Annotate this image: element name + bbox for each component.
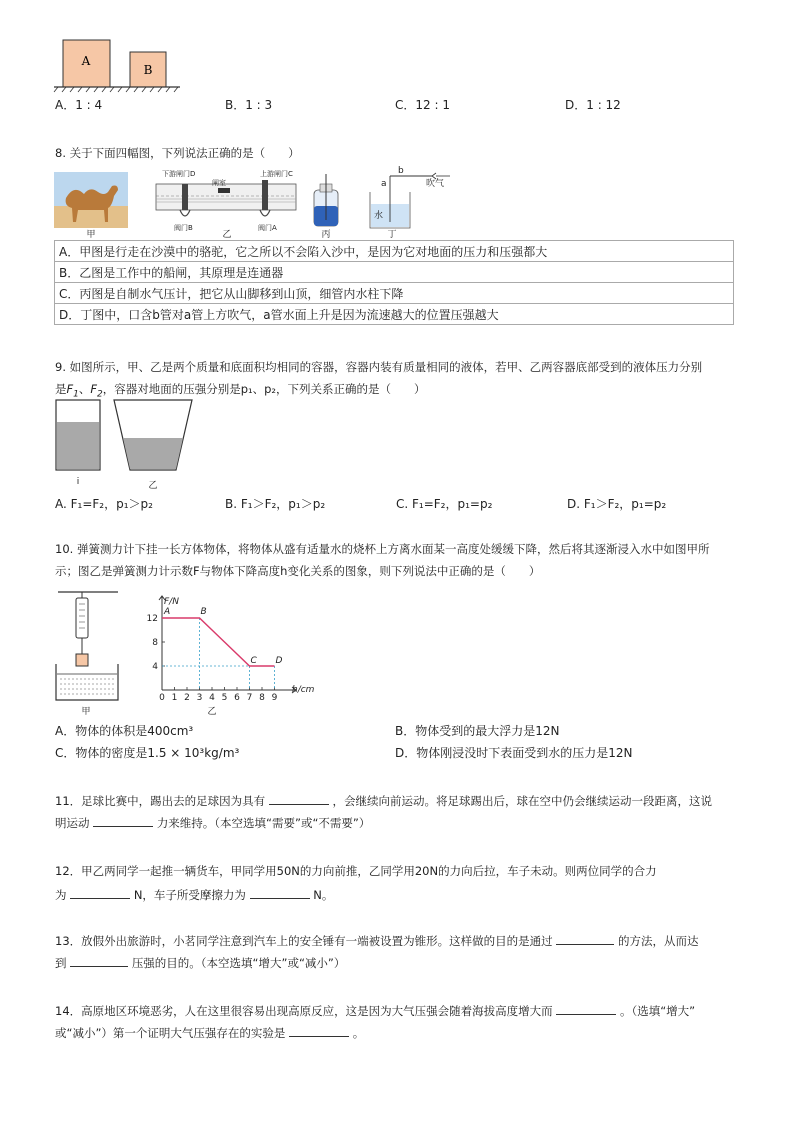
label-yi: 乙 [222,230,232,240]
x-tick-label: 0 [159,693,165,703]
label-jia: 甲 [86,230,96,240]
q12 [55,860,745,906]
q9-label-jia: ⅰ [76,477,80,487]
q8-option-c[interactable]: C．丙图是自制水气压计，把它从山脚移到山顶，细管内水柱下降 [55,283,734,304]
q8-stem: 8. 关于下面四幅图，下列说法正确的是（ ） [55,146,300,160]
block-b-label: B [143,63,153,77]
x-tick-label: 4 [209,693,215,703]
series-line [162,618,275,666]
x-tick-label: 1 [171,693,178,703]
point-label-b: B [200,607,207,617]
q14-text-2b: 。 [352,1026,365,1040]
q7-blocks-diagram [52,36,182,94]
q10-label-jia: 甲 [81,707,91,717]
q9-sep: 、 [78,382,91,396]
q8-option-d[interactable]: D．丁图中，口含b管对a管上方吹气，a管水面上升是因为流速越大的位置压强越大 [55,304,734,325]
q11 [55,790,745,834]
x-tick-label: 2 [184,693,190,703]
q9-option-d[interactable]: D. F₁＞F₂，p₁=p₂ [567,497,667,511]
q14-text-1a: 14．高原地区环境恶劣，人在这里很容易出现高原反应，这是因为大气压强会随着海拔高度增大而 [55,1004,553,1018]
q7-option-c[interactable]: C．12 : 1 [395,98,450,112]
q13-text-2a: 到 [55,956,67,970]
q14 [55,1000,745,1044]
q11-text-1b: ，会继续向前运动。将足球踢出后，球在空中仍会继续运动一段距离，这说 [332,794,712,808]
q13-text-1a: 13．放假外出旅游时，小茗同学注意到汽车上的安全锤有一端被设置为锥形。这样做的目的是通过 [55,934,553,948]
label-bing: 丙 [321,230,331,240]
q9-stem-line-1: 9. 如图所示，甲、乙是两个质量和底面积均相同的容器，容器内装有质量相同的液体，若甲、乙两容器底部受到的液体压力分别 [55,360,703,374]
q8-figure-strip [52,166,452,240]
q7-option-a[interactable]: A．1 : 4 [55,98,103,112]
q13-text-2b: 压强的目的。（本空选填“增大”或“减小”） [131,956,346,970]
q9-option-a[interactable]: A. F₁=F₂，p₁＞p₂ [55,497,153,511]
chart-xlabel: h/cm [292,685,315,695]
label-blow: 吹气 [426,179,445,189]
q10-option-a[interactable]: A．物体的体积是400cm³ [55,724,194,738]
q11-blank-2[interactable] [93,814,153,827]
q10-apparatus [52,588,128,718]
q14-blank-1[interactable] [556,1002,616,1015]
q10-label-yi: 乙 [207,707,217,717]
y-tick-label: 8 [152,638,158,648]
label-water: 水 [374,211,384,221]
q9-stem-post: ，容器对地面的压强分别是p₁、p₂，下列关系正确的是（ ） [102,382,426,396]
q10-force-chart [140,592,320,718]
q8-options-table [54,240,734,325]
f1-symbol: $F_1$ [66,382,79,400]
camel-photo [54,172,128,228]
f2-symbol: $F_2$ [90,382,103,400]
point-label-c: C [250,656,257,666]
q10-stem [55,538,745,582]
x-tick-label: 5 [221,693,228,703]
q12-text-1: 12．甲乙两同学一起推一辆货车，甲同学用50N的力向前推，乙同学用20N的力向后拉，车子未动。则两位同学的合力 [55,864,657,878]
q9-containers [52,396,202,492]
y-tick-label: 4 [152,662,158,672]
q13-blank-1[interactable] [556,932,614,945]
chart-ylabel: F/N [164,597,179,607]
q8-option-a[interactable]: A．甲图是行走在沙漠中的骆驼，它之所以不会陷入沙中，是因为它对地面的压力和压强都大 [55,241,734,262]
q10-chart-wrapper [140,592,320,718]
q13-text-1b: 的方法，从而达 [617,934,699,948]
x-tick-label: 9 [271,693,278,703]
q9-stem-pre: 是 [55,382,67,396]
q13 [55,930,745,974]
q11-text-1a: 11．足球比赛中，踢出去的足球因为具有 [55,794,266,808]
label-valve-b: 阀门B [174,224,193,232]
q9-label-yi: 乙 [148,481,158,491]
q10-stem-line-2: 示；图乙是弹簧测力计示数F与物体下降高度h变化关系的图象，则下列说法中正确的是（ ） [55,564,541,578]
label-valve-a: 阀门A [258,224,277,232]
q10-stem-line-1: 10. 弹簧测力计下挂一长方体物体，将物体从盛有适量水的烧杯上方离水面某一高度处缓缓下降，然后将其逐渐浸入水中如图甲所 [55,542,710,556]
q12-text-2c: N。 [313,888,334,902]
q7-figure [52,36,182,94]
q10-option-d[interactable]: D．物体刚浸没时下表面受到水的压力是12N [395,746,633,760]
label-gate-c: 上游闸门C [260,170,293,178]
block-a-label: A [81,54,91,68]
q12-text-2a: 为 [55,888,67,902]
q12-text-2b: N，车子所受摩擦力为 [133,888,246,902]
q12-blank-2[interactable] [250,886,310,899]
q10-option-b[interactable]: B．物体受到的最大浮力是12N [395,724,560,738]
q7-option-b[interactable]: B．1 : 3 [225,98,273,112]
q7-option-d[interactable]: D．1 : 12 [565,98,621,112]
q9-figure [52,396,202,492]
q8-figures [52,166,452,240]
point-label-d: D [275,656,283,666]
label-ding: 丁 [387,230,397,240]
q8-option-b[interactable]: B．乙图是工作中的船闸，其原理是连通器 [55,262,734,283]
label-tube-a: a [381,179,387,189]
label-gate-d: 下游闸门D [162,170,196,178]
q13-blank-2[interactable] [70,954,128,967]
q14-text-2a: 或“减小”）第一个证明大气压强存在的实验是 [55,1026,286,1040]
q14-blank-2[interactable] [289,1024,349,1037]
label-tube-b: b [398,166,404,176]
x-tick-label: 3 [196,693,203,703]
x-tick-label: 7 [246,693,253,703]
spring-scale-beaker [52,588,128,718]
point-label-a: A [164,607,171,617]
y-tick-label: 12 [146,614,158,624]
q14-text-1b: 。（选填“增大” [619,1004,696,1018]
q11-text-2a: 明运动 [55,816,90,830]
q10-option-c[interactable]: C．物体的密度是1.5 × 10³kg/m³ [55,746,240,760]
q11-blank-1[interactable] [269,792,329,805]
barometer-bottle [314,174,338,226]
q11-text-2b: 力来维持。（本空选填“需要”或“不需要”） [156,816,371,830]
q9-option-c[interactable]: C. F₁=F₂，p₁=p₂ [396,497,493,511]
ship-lock-diagram [156,180,296,216]
x-tick-label: 6 [234,693,240,703]
q12-blank-1[interactable] [70,886,130,899]
q9-option-b[interactable]: B. F₁＞F₂，p₁＞p₂ [225,497,326,511]
x-tick-label: 8 [259,693,265,703]
label-lock: 闸室 [212,179,226,187]
